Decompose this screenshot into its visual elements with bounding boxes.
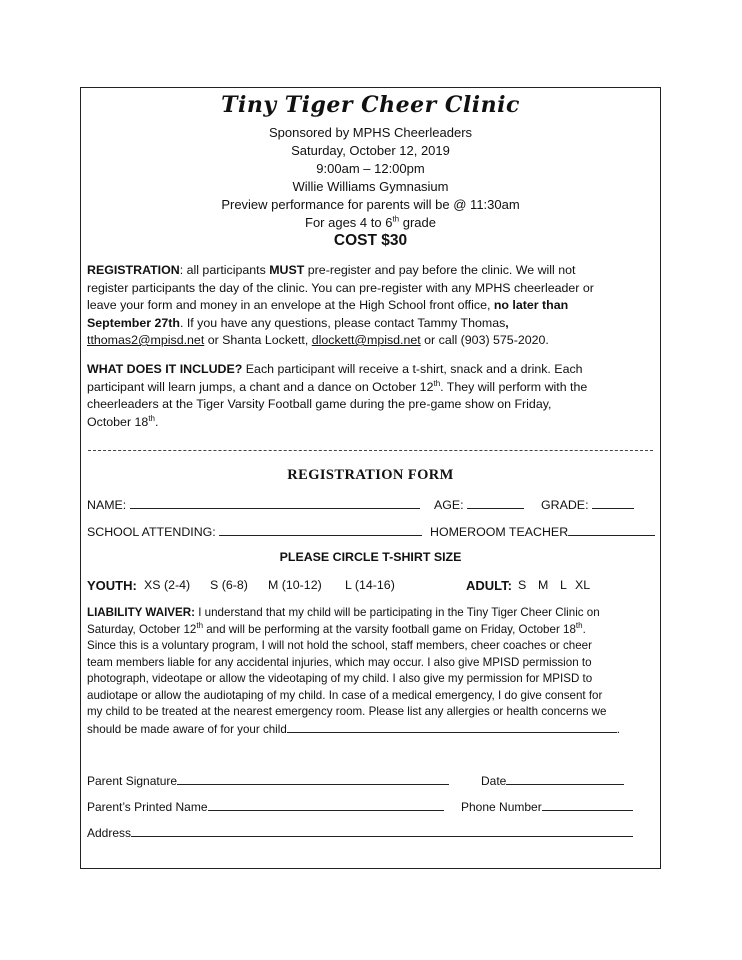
event-location: Willie Williams Gymnasium — [292, 179, 449, 194]
youth-size-l[interactable]: L (14-16) — [345, 578, 395, 592]
date-field[interactable]: Date — [481, 772, 624, 788]
adult-label: ADULT: — [466, 578, 512, 593]
cost: COST $30 — [333, 232, 408, 249]
parent-signature-field[interactable]: Parent Signature — [87, 772, 449, 788]
adult-size-xl[interactable]: XL — [575, 578, 591, 592]
youth-size-m[interactable]: M (10-12) — [268, 578, 322, 592]
youth-size-s[interactable]: S (6-8) — [210, 578, 248, 592]
include-paragraph: WHAT DOES IT INCLUDE? Each participant will receive a t-shirt, snack and a drink. Each participant will learn jumps, a chant and a dance on October 12th. They will perform with the cheerleaders at the Tiger Varsity Football game during the pre-game show on Friday, October 18th. — [87, 362, 588, 429]
tshirt-heading: PLEASE CIRCLE T-SHIRT SIZE — [279, 550, 462, 564]
school-attending-field[interactable]: SCHOOL ATTENDING: — [87, 523, 422, 539]
event-date: Saturday, October 12, 2019 — [291, 143, 450, 158]
include-label: WHAT DOES IT INCLUDE? — [87, 362, 243, 376]
phone-number-field[interactable]: Phone Number — [461, 798, 633, 814]
address-field[interactable]: Address — [87, 824, 633, 840]
email-link-dlockett[interactable]: dlockett@mpisd.net — [311, 333, 421, 347]
liability-waiver: LIABILITY WAIVER: I understand that my child will be participating in the Tiny Tiger Cheer Clinic on Saturday, October 12th and will be performing at the varsity football game on Friday, October 18th. Since this is a voluntary program, I will not hold the school, staff members, cheer coaches or cheer team members liable for any accidental injuries, which may occur. I also give MPISD permission to photograph, videotape or allow the videotaping of my child. I also give my permission for MPISD to audiotape or allow the audiotaping of my child. In case of a medical emergency, I do give consent for my child to be treated at the nearest emergency room. Please list any allergies or health concerns we should be made aware of for your child . — [87, 606, 621, 736]
ages-line: For ages 4 to 6th grade — [305, 214, 436, 230]
sponsor-line: Sponsored by MPHS Cheerleaders — [268, 125, 473, 140]
registration-paragraph: REGISTRATION: all participants MUST pre-register and pay before the clinic. We will not register participants the day of the clinic. You can pre-register with any MPHS cheerleader or leave your form and money in an envelope at the High School front office, no later than September 27th. If you have any questions, please contact Tammy Thomas, tthomas2@mpisd.net or Shanta Lockett, dlockett@mpisd.net or call (903) 575-2020. — [87, 263, 594, 347]
form-title: REGISTRATION FORM — [287, 467, 454, 483]
name-field[interactable]: NAME: — [87, 496, 420, 512]
adult-size-m[interactable]: M — [538, 578, 549, 592]
homeroom-teacher-field[interactable]: HOMEROOM TEACHER — [430, 523, 655, 539]
adult-size-l[interactable]: L — [560, 578, 567, 592]
allergies-field[interactable] — [287, 721, 617, 733]
event-time: 9:00am – 12:00pm — [316, 161, 425, 176]
youth-size-xs[interactable]: XS (2-4) — [144, 578, 191, 592]
email-link-tthomas[interactable]: tthomas2@mpisd.net — [87, 333, 205, 347]
parent-printed-name-field[interactable]: Parent’s Printed Name — [87, 798, 444, 814]
adult-size-s[interactable]: S — [518, 578, 527, 592]
cut-line — [88, 450, 653, 451]
waiver-label: LIABILITY WAIVER: — [87, 606, 195, 619]
grade-field[interactable]: GRADE: — [541, 496, 634, 512]
registration-label: REGISTRATION — [87, 263, 180, 277]
preview-performance: Preview performance for parents will be @ 11:30am — [221, 197, 520, 212]
youth-label: YOUTH: — [87, 578, 137, 593]
clinic-title: Tiny Tiger Cheer Clinic — [221, 92, 520, 118]
age-field[interactable]: AGE: — [434, 496, 524, 512]
